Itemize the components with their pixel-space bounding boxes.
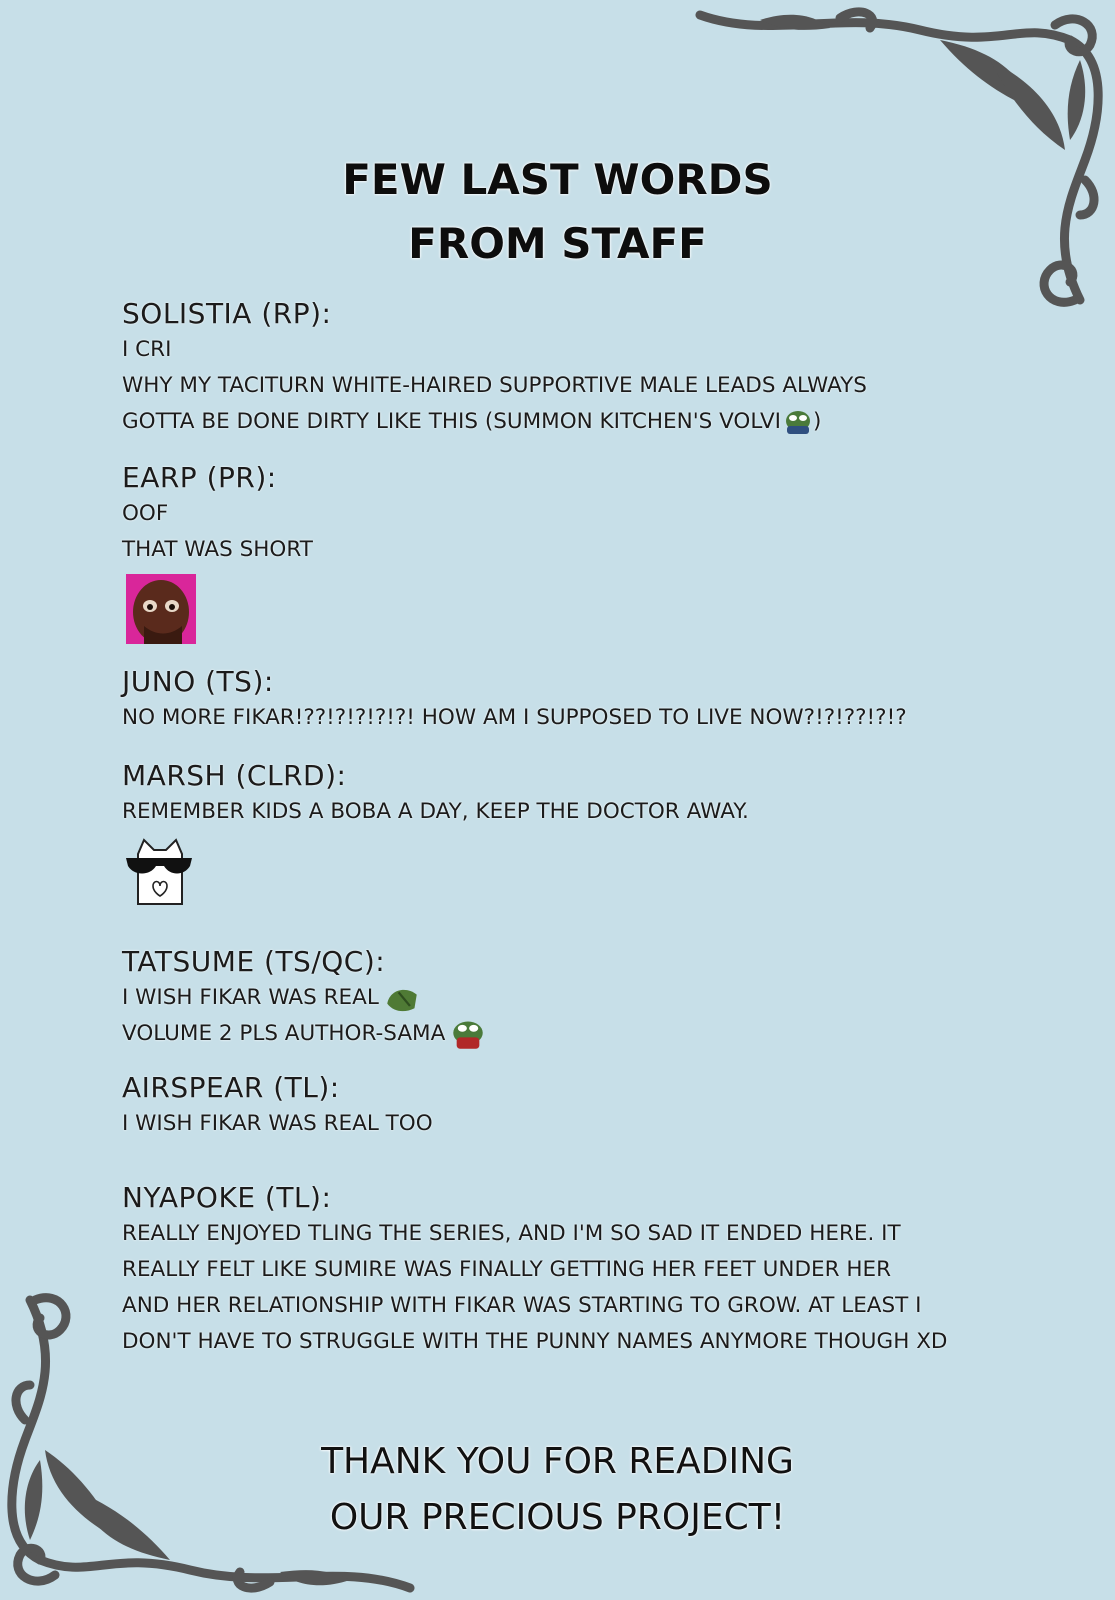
staff-entry-solistia	[122, 296, 1002, 440]
staff-heading: JUNO (TS):	[122, 665, 274, 698]
pepe-emoji-icon	[451, 1019, 485, 1049]
pepe-emoji-icon	[783, 409, 813, 435]
staff-line: DON'T HAVE TO STRUGGLE WITH THE PUNNY NAMES ANYMORE THOUGH XD	[122, 1329, 948, 1354]
staff-entry-juno	[122, 664, 1002, 736]
staff-line: I WISH FIKAR WAS REAL TOO	[122, 1111, 433, 1136]
staff-line: THAT WAS SHORT	[122, 537, 313, 562]
staff-heading: SOLISTIA (RP):	[122, 297, 332, 330]
staff-line-text: VOLUME 2 PLS AUTHOR-SAMA	[122, 1021, 446, 1046]
staff-entry-airspear	[122, 1070, 1002, 1142]
staff-heading: TATSUME (TS/QC):	[122, 945, 386, 978]
staff-heading: AIRSPEAR (TL):	[122, 1071, 340, 1104]
staff-line: REALLY FELT LIKE SUMIRE WAS FINALLY GETTING HER FEET UNDER HER	[122, 1257, 892, 1282]
shocked-face-sticker-icon	[126, 574, 196, 644]
staff-heading: NYAPOKE (TL):	[122, 1181, 332, 1214]
staff-line: REALLY ENJOYED TLING THE SERIES, AND I'M SO SAD IT ENDED HERE. IT	[122, 1221, 901, 1246]
footer-line-2: OUR PRECIOUS PROJECT!	[329, 1497, 786, 1538]
staff-line: I CRI	[122, 337, 172, 362]
staff-line	[122, 404, 1002, 440]
staff-line: NO MORE FIKAR!??!?!?!?!?! HOW AM I SUPPOSED TO LIVE NOW?!?!??!?!?	[122, 705, 907, 730]
staff-entry-earp	[122, 460, 1002, 648]
staff-line-text: )	[813, 409, 822, 434]
staff-entry-marsh	[122, 758, 1002, 910]
staff-line: OOF	[122, 501, 169, 526]
staff-line-text: I WISH FIKAR WAS REAL	[122, 985, 379, 1010]
footer-line-1: THANK YOU FOR READING	[321, 1441, 794, 1482]
sunglasses-cat-sticker-icon	[124, 836, 194, 906]
staff-entry-tatsume	[122, 944, 1002, 1052]
staff-line	[122, 1016, 1002, 1052]
staff-heading: MARSH (CLRD):	[122, 759, 347, 792]
staff-line	[122, 980, 1002, 1016]
staff-line: WHY MY TACITURN WHITE-HAIRED SUPPORTIVE MALE LEADS ALWAYS	[122, 373, 867, 398]
staff-line: REMEMBER KIDS A BOBA A DAY, KEEP THE DOCTOR AWAY.	[122, 799, 749, 824]
pepe-emoji-icon	[385, 983, 419, 1013]
staff-line-text: GOTTA BE DONE DIRTY LIKE THIS (SUMMON KITCHEN'S VOLVI	[122, 409, 782, 434]
staff-heading: EARP (PR):	[122, 461, 277, 494]
staff-entry-nyapoke	[122, 1180, 1002, 1360]
page-title-line-2: FROM STAFF	[408, 219, 707, 268]
page-title-line-1: FEW LAST WORDS	[342, 155, 773, 204]
staff-line: AND HER RELATIONSHIP WITH FIKAR WAS STARTING TO GROW. AT LEAST I	[122, 1293, 922, 1318]
